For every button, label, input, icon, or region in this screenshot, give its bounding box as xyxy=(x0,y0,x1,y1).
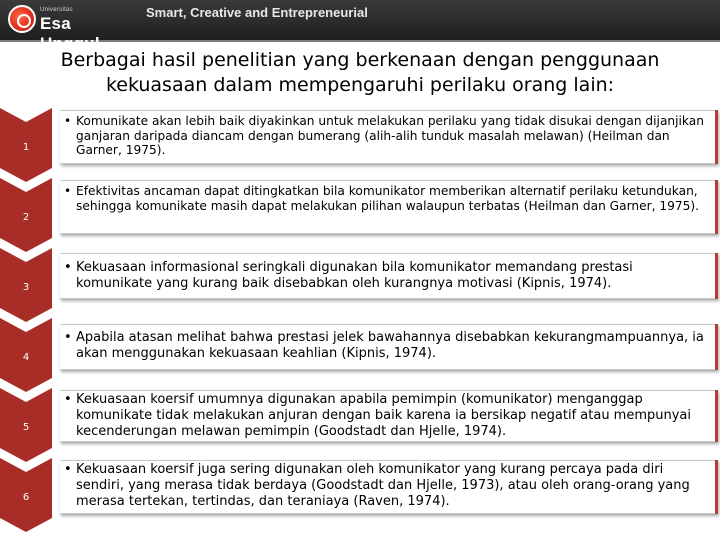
numbered-timeline xyxy=(0,108,60,540)
chevron-number: 3 xyxy=(22,282,30,293)
list-item xyxy=(60,180,718,234)
logo-subtext: Universitas xyxy=(40,7,73,13)
chevron-4 xyxy=(0,318,52,392)
chevron-number: 6 xyxy=(22,492,30,503)
list-item-text: Efektivitas ancaman dapat ditingkatkan bila komunikator memberikan alternatif perilaku ketundukan, sehingga komunikate masih dapat melakukan pilihan walaupun terbatas (Heilman dan Garner, 1975). xyxy=(76,184,700,213)
list-item-text: Kekuasaan koersif umumnya digunakan apabila pemimpin (komunikator) menganggap komunikate tidak melakukan anjuran dengan baik karena ia bersikap negatif atau mempunyai kecenderungan melawan pemimpin (Goodstadt dan Hjelle, 1974). xyxy=(76,392,692,439)
chevron-6 xyxy=(0,458,52,532)
university-seal-icon xyxy=(8,5,36,33)
bullet: • xyxy=(64,392,72,407)
list-item-text: Kekuasaan koersif juga sering digunakan oleh komunikator yang kurang percaya pada diri sendiri, yang merasa tidak berdaya (Goodstadt dan Hjelle, 1973), atau oleh orang-orang yang merasa tertekan, tertindas, dan teraniaya (Raven, 1974). xyxy=(76,462,690,509)
list-item xyxy=(60,110,718,164)
list-item-text: Kekuasaan informasional seringkali digunakan bila komunikator memandang prestasi komunikate yang kurang baik disebabkan oleh kurangnya motivasi (Kipnis, 1974). xyxy=(76,260,633,291)
chevron-3 xyxy=(0,248,52,322)
chevron-1 xyxy=(0,108,52,182)
chevron-number: 1 xyxy=(22,142,30,153)
bullet: • xyxy=(64,184,72,198)
tagline: Smart, Creative and Entrepreneurial xyxy=(146,5,368,20)
chevron-number: 4 xyxy=(22,352,30,363)
university-logo xyxy=(8,3,126,53)
bullet: • xyxy=(64,114,72,128)
list-item xyxy=(60,390,718,442)
chevron-5 xyxy=(0,388,52,462)
bullet: • xyxy=(64,260,72,275)
slide-title: Berbagai hasil penelitian yang berkenaan dengan penggunaan kekuasaan dalam mempengaruhi perilaku orang lain: xyxy=(60,49,660,96)
header-bar xyxy=(0,0,720,53)
list-item xyxy=(60,324,718,370)
chevron-number: 5 xyxy=(22,422,30,433)
chevron-2 xyxy=(0,178,52,252)
list-item xyxy=(60,253,718,299)
list-item-text: Komunikate akan lebih baik diyakinkan untuk melakukan perilaku yang tidak disukai dengan dijanjikan ganjaran daripada diancam dengan bumerang (alih-alih tunduk masalah melawan) (Heilman dan Garner, 1975). xyxy=(76,114,704,158)
list-item xyxy=(60,460,718,514)
bullet: • xyxy=(64,330,72,345)
list-item-text: Apabila atasan melihat bahwa prestasi jelek bawahannya disebabkan kekurangmampuannya, ia akan menggunakan kekuasaan keahlian (Kipnis, 1974). xyxy=(76,330,704,361)
logo-name: Esa Unggul xyxy=(40,14,100,53)
bullet: • xyxy=(64,462,72,477)
chevron-number: 2 xyxy=(22,212,30,223)
